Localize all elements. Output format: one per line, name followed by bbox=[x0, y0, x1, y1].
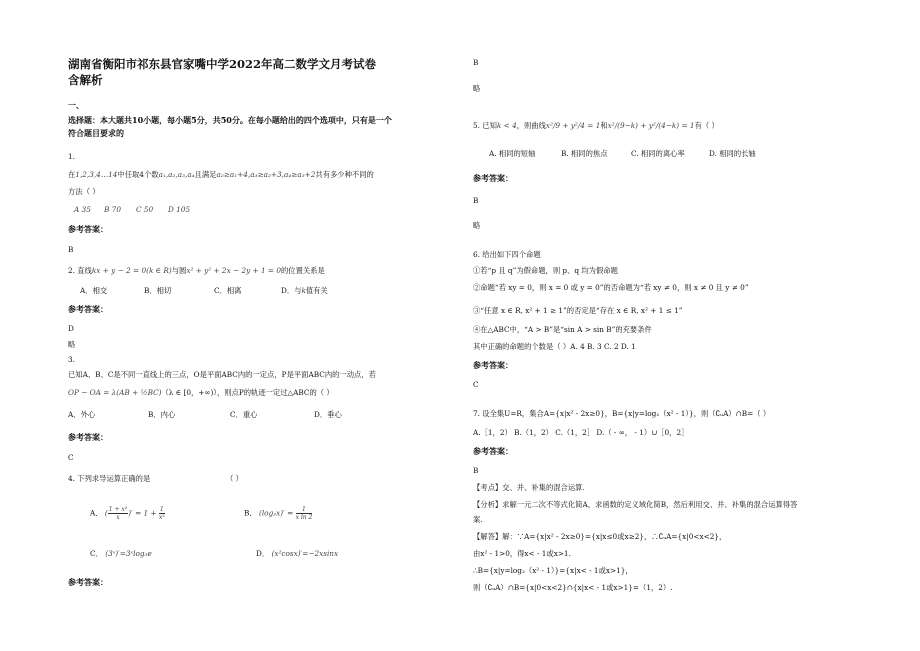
q2-note: 略 bbox=[68, 340, 76, 349]
q4-answer-label: 参考答案： bbox=[68, 577, 108, 587]
q1-stem bbox=[68, 170, 374, 179]
q3-stem-line2 bbox=[68, 388, 334, 397]
q7-answer: B bbox=[473, 466, 479, 475]
q1-option-b: B 70 bbox=[104, 205, 121, 214]
q1-vars: a₁,a₂,a₃,a₄ bbox=[158, 170, 195, 179]
q5-option-a: A. 相同的短轴 bbox=[489, 149, 536, 158]
q1-answer: B bbox=[68, 245, 74, 254]
q2-answer: D bbox=[68, 324, 74, 333]
q7-jieda-line4: 则（∁ᵤA）∩B={x|0<x<2}∩{x|x< - 1或x>1}=（1，2）. bbox=[473, 583, 673, 592]
q6-prop3: ③“任意 x ∈ R, x² + 1 ≥ 1”的否定是“存在 x ∈ R, x² + 1 ≤ 1” bbox=[473, 306, 683, 315]
q1-text-a: 在 bbox=[68, 170, 76, 179]
q5-option-c: C. 相同的离心率 bbox=[631, 149, 685, 158]
q1-set: 1,2,3,4…14 bbox=[75, 170, 118, 179]
q4-option-a: A． ( $\frac{\text{1 + x²}}{x}$ )′ = 1 + $\frac{1}{\text{x²}}$ bbox=[90, 506, 165, 521]
q1-number: 1. bbox=[68, 152, 75, 161]
q1-cond: a₂≥a₁+4,a₃≥a₂+3,a₄≥a₃+2 bbox=[216, 170, 316, 179]
q4-option-c: C． (3ˣ)′=3ˣlog₃e bbox=[90, 549, 152, 558]
q3-option-a: A．外心 bbox=[68, 410, 96, 419]
q1-answer-label: 参考答案： bbox=[68, 224, 108, 234]
q7-jieda-line1: 【解答】解：∵A={x|x² - 2x≥0}={x|x≤0或x≥2}，∴∁ᵤA={x|0<x<2}， bbox=[473, 532, 727, 541]
q1-text-d: 共有多少种不同的 bbox=[315, 170, 374, 179]
q6-prop4: ④在△ABC中，“A > B”是“sin A > sin B”的充要条件 bbox=[473, 325, 652, 334]
q7-kaodian: 【考点】交、并、补集的混合运算. bbox=[473, 483, 585, 492]
q1-text-b: 中任取4个数 bbox=[117, 170, 159, 179]
q2-text-b: 与圆 bbox=[171, 266, 187, 275]
q6-question: 其中正确的命题的个数是（ ）A. 4 B. 3 C. 2 D. 1 bbox=[473, 342, 636, 351]
q3-answer: C bbox=[68, 453, 74, 462]
q3-option-d: D．垂心 bbox=[314, 410, 342, 419]
q7-jieda-line3: ∴B={x|y=log₂（x² - 1）}={x|x< - 1或x>1}， bbox=[473, 566, 633, 575]
page-title-line1: 湖南省衡阳市祁东县官家嘴中学2022年高二数学文月考试卷 bbox=[68, 57, 377, 71]
q1-text-c: 且满足 bbox=[194, 170, 217, 179]
q4-option-d: D． (x²cosx)′=−2xsinx bbox=[256, 549, 339, 558]
q2-line: kx + y − 2 = 0(k ∈ R) bbox=[91, 266, 172, 275]
q3-stem-tail: （λ ∈ [0，+∞)），则点P的轨迹一定过△ABC的（ ） bbox=[161, 388, 334, 397]
q6-answer-label: 参考答案： bbox=[473, 360, 513, 370]
q4-answer: B bbox=[473, 58, 479, 67]
q1-stem-line2: 方法（ ） bbox=[68, 187, 100, 196]
q1-option-a: A 35 bbox=[74, 205, 91, 214]
q3-number: 3. bbox=[68, 355, 75, 364]
q2-number: 2. bbox=[68, 266, 75, 275]
q2-circle: x² + y² + 2x − 2y + 1 = 0 bbox=[186, 266, 282, 275]
q6-stem: 6. 给出如下四个命题 bbox=[473, 250, 541, 259]
q4-paren: （ ） bbox=[226, 474, 243, 483]
q5-option-b: B. 相同的焦点 bbox=[561, 149, 608, 158]
q7-fenxi-line1: 【分析】求解一元二次不等式化简A，求函数的定义域化简B，然后利用交、并、补集的混合运算得答 bbox=[473, 500, 798, 509]
q2-text-c: 的位置关系是 bbox=[281, 266, 325, 275]
section1-desc-line1: 选择题：本大题共10小题，每小题5分，共50分。在每小题给出的四个选项中，只有是一个 bbox=[68, 115, 392, 125]
q7-answer-label: 参考答案： bbox=[473, 446, 513, 456]
q2-option-d: D．与k值有关 bbox=[281, 286, 328, 295]
q3-option-b: B．内心 bbox=[148, 410, 176, 419]
q3-vector: OP − OA = λ(AB + ½BC) bbox=[68, 388, 162, 397]
page-title-line2: 含解析 bbox=[68, 73, 103, 87]
q1-option-d: D 105 bbox=[168, 205, 191, 214]
q2-option-a: A．相交 bbox=[80, 286, 108, 295]
q2-option-c: C．相离 bbox=[214, 286, 242, 295]
q3-option-c: C．重心 bbox=[230, 410, 258, 419]
q6-answer: C bbox=[473, 380, 479, 389]
q3-answer-label: 参考答案： bbox=[68, 432, 108, 442]
q7-options: A.［1，2） B.（1，2） C.（1，2］ D.（ - ∞， - 1）∪［0，2］ bbox=[473, 428, 689, 437]
q4-note: 略 bbox=[473, 84, 481, 93]
q4-stem: 4. 下列求导运算正确的是 bbox=[68, 474, 151, 483]
q2-answer-label: 参考答案： bbox=[68, 304, 108, 314]
q1-option-c: C 50 bbox=[136, 205, 154, 214]
q2-option-b: B．相切 bbox=[144, 286, 172, 295]
section1-desc-line2: 符合题目要求的 bbox=[68, 128, 124, 138]
q7-stem: 7. 设全集U=R，集合A={x|x² - 2x≥0}，B={x|y=log₂（x² - 1）}，则（∁ᵤA）∩B=（ ） bbox=[473, 409, 771, 418]
q2-stem bbox=[68, 266, 325, 275]
q6-prop2: ②命题“若 xy = 0，则 x = 0 或 y = 0”的否命题为“若 xy ≠ 0，则 x ≠ 0 且 y ≠ 0” bbox=[473, 283, 749, 292]
q5-answer-label: 参考答案： bbox=[473, 173, 513, 183]
q2-text-a: 直线 bbox=[77, 266, 92, 275]
q4-option-b: B． (log₂x)′ = $\frac{1}{\text{x ln 2}}$ bbox=[244, 506, 313, 521]
q5-answer: B bbox=[473, 196, 479, 205]
q7-jieda-line2: 由x² - 1>0，得x< - 1或x>1. bbox=[473, 549, 571, 558]
q6-prop1: ①若“p 且 q”为假命题，则 p、q 均为假命题 bbox=[473, 266, 618, 275]
q3-stem-line1: 已知A、B、C是不同一直线上的三点，O是平面ABC内的一定点，P是平面ABC内的一动点，若 bbox=[68, 370, 376, 379]
q5-option-d: D. 相同的长轴 bbox=[709, 149, 756, 158]
q5-stem: 5. 已知k < 4，则曲线x²/9 + y²/4 = 1和x²/(9−k) + y²/(4−k) = 1有（ ） bbox=[473, 121, 719, 130]
section1-label: 一、 bbox=[68, 100, 84, 110]
q5-note: 略 bbox=[473, 221, 481, 230]
q7-fenxi-line2: 案. bbox=[473, 515, 483, 524]
